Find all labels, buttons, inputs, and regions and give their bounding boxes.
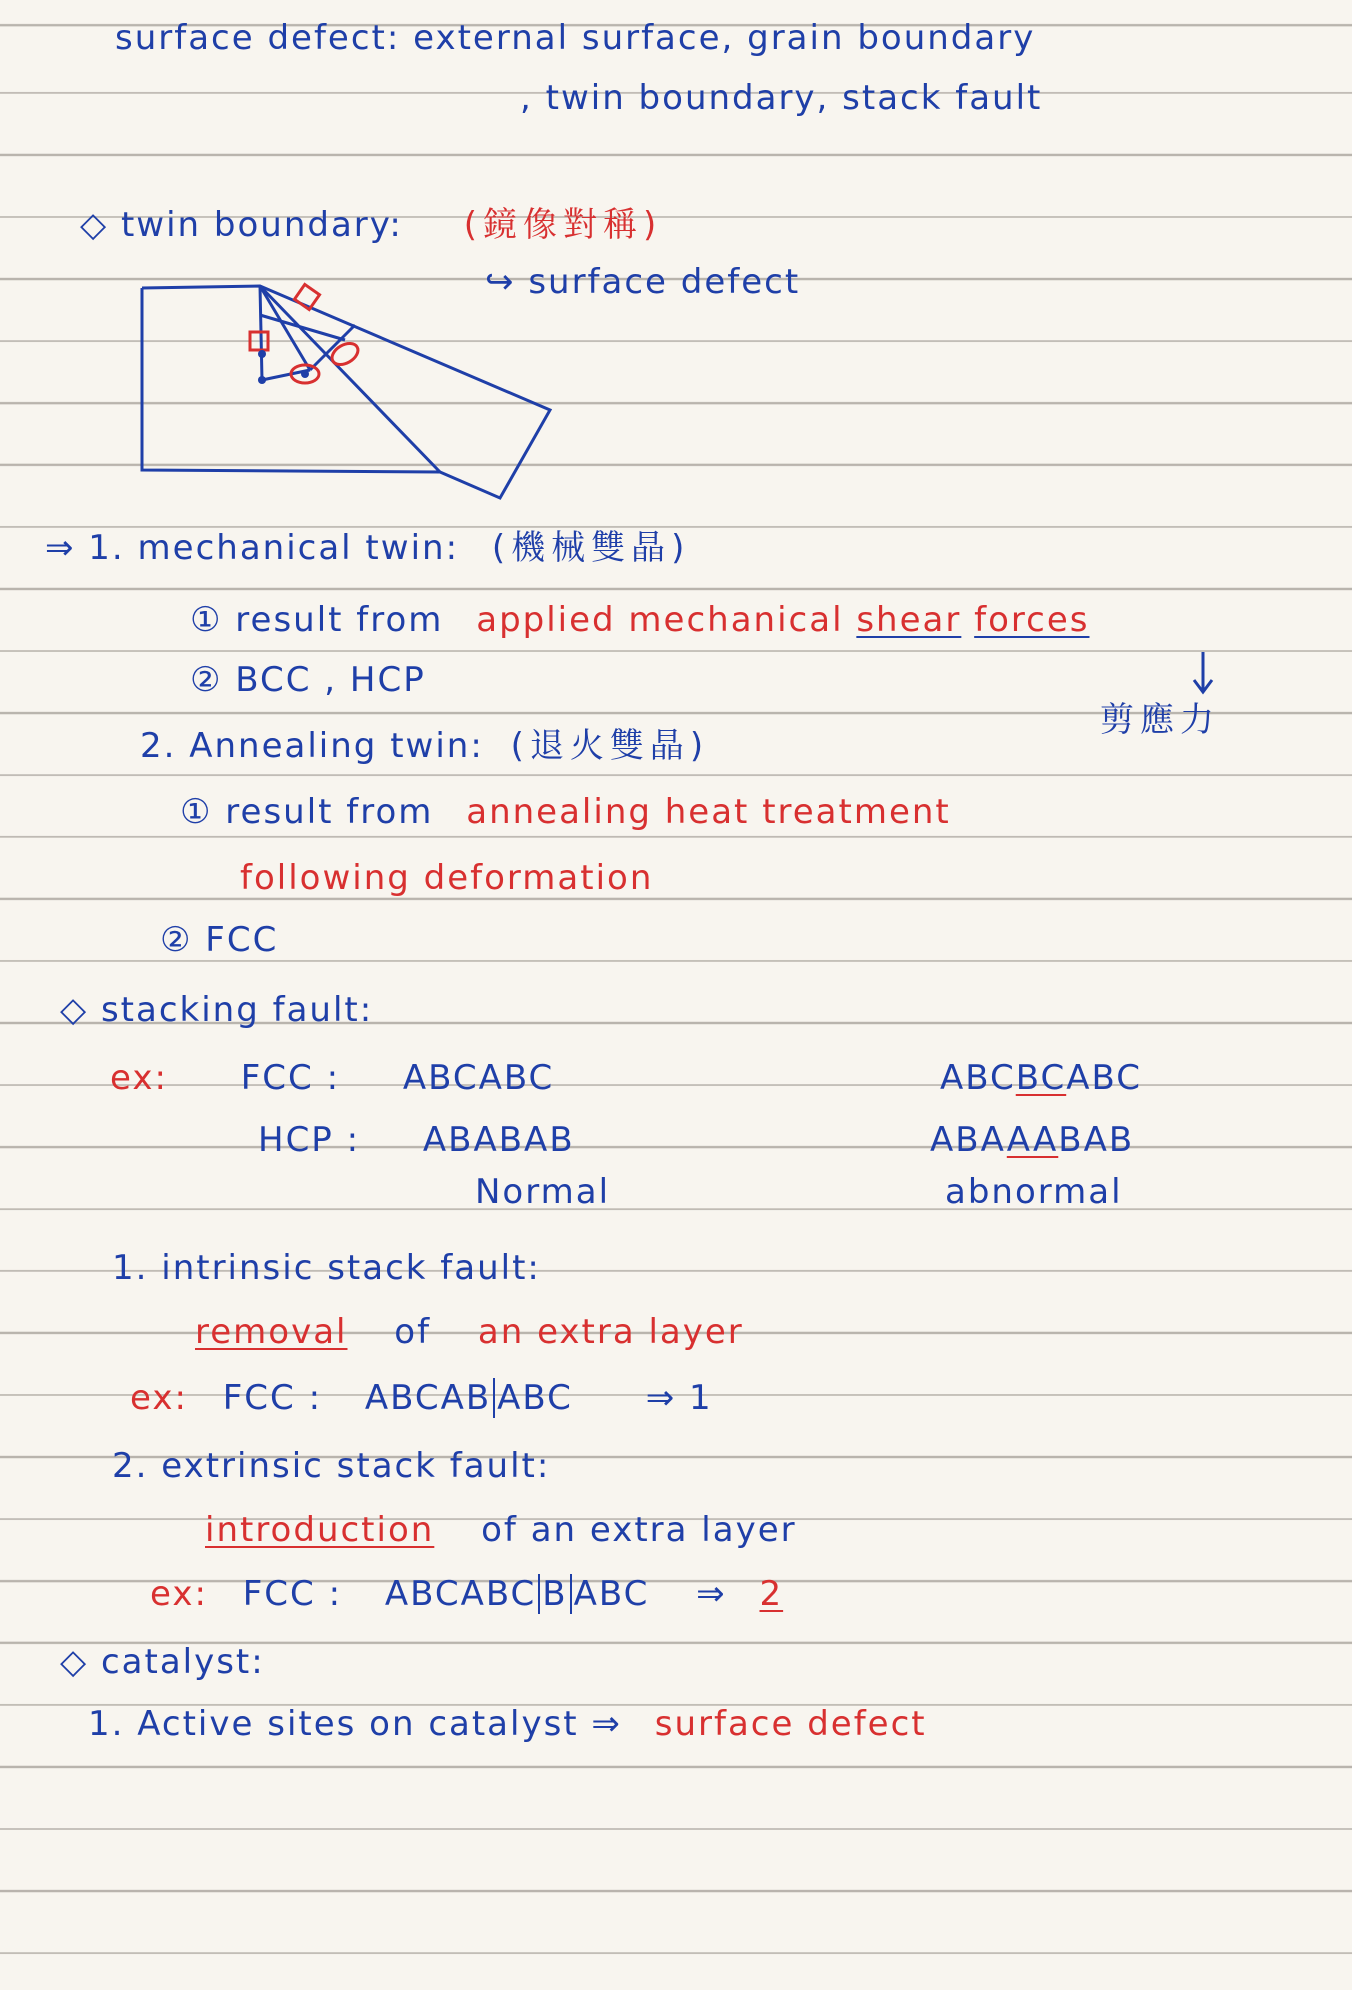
line-surface-defect bbox=[115, 18, 1035, 58]
extrinsic-seq-part-2: ABC bbox=[573, 1574, 650, 1614]
forces-word: forces bbox=[974, 600, 1090, 640]
stacking-fault-heading bbox=[60, 990, 373, 1030]
intrinsic-extra-layer: an extra layer bbox=[477, 1312, 744, 1352]
intrinsic-fcc-label: FCC : bbox=[222, 1378, 323, 1418]
twin-marker-square-2 bbox=[250, 332, 268, 350]
extrinsic-fault-heading bbox=[112, 1446, 550, 1486]
extrinsic-result: 2 bbox=[759, 1574, 784, 1614]
crystal-outline bbox=[142, 286, 550, 498]
annealing-twin-heading bbox=[140, 726, 709, 766]
fault-marker bbox=[493, 1378, 495, 1418]
twin-boundary-diagram bbox=[130, 270, 570, 500]
intrinsic-seq-part-2: ABC bbox=[497, 1378, 573, 1418]
twin-boundary-heading bbox=[80, 205, 662, 245]
annealing-twin-title: 2. Annealing twin: bbox=[140, 726, 484, 766]
catalyst-point-1 bbox=[88, 1704, 927, 1744]
fcc-label: FCC : bbox=[240, 1058, 341, 1098]
extrinsic-arrow: ⇒ bbox=[696, 1574, 727, 1614]
fcc-abnormal-part-1: ABC bbox=[940, 1058, 1016, 1098]
mechanical-twin-point-1 bbox=[190, 600, 1089, 640]
extrinsic-seq-part-1: ABCABC bbox=[384, 1574, 537, 1614]
intrinsic-seq-part-1: ABCAB bbox=[364, 1378, 492, 1418]
surface-defect-list-cont: , twin boundary, stack fault bbox=[520, 78, 1043, 118]
fcc-abnormal-sequence bbox=[940, 1058, 1142, 1098]
stacking-fault-title: ◇ stacking fault: bbox=[60, 990, 374, 1030]
mechanical-twin-title: ⇒ 1. mechanical twin: bbox=[45, 528, 460, 568]
extrinsic-example-row bbox=[150, 1574, 783, 1614]
intrinsic-fault-heading bbox=[112, 1248, 541, 1288]
lattice-point bbox=[258, 376, 266, 384]
example-label: ex: bbox=[110, 1058, 168, 1098]
removal-word: removal bbox=[195, 1312, 348, 1352]
fcc-normal-sequence: ABCABC bbox=[402, 1058, 555, 1098]
mechanical-twin-point-2 bbox=[190, 660, 426, 700]
twin-boundary-sub-text: surface defect bbox=[528, 262, 801, 302]
hcp-abnormal-sequence bbox=[930, 1120, 1134, 1160]
intrinsic-fault-definition bbox=[195, 1312, 744, 1352]
shear-word: shear bbox=[856, 600, 962, 640]
fault-marker bbox=[570, 1574, 572, 1614]
annealing-twin-cause: annealing heat treatment bbox=[466, 792, 951, 832]
line-surface-defect-cont bbox=[520, 78, 1042, 118]
annealing-twin-point-1 bbox=[180, 792, 951, 832]
fcc-abnormal-fault: BC bbox=[1015, 1058, 1067, 1098]
shear-stress-cn bbox=[1100, 700, 1220, 740]
shear-stress-cn-text: 剪應力 bbox=[1100, 700, 1220, 740]
fcc-abnormal-part-2: ABC bbox=[1066, 1058, 1142, 1098]
extrinsic-example-label: ex: bbox=[150, 1574, 208, 1614]
twin-boundary-title: ◇ twin boundary: bbox=[80, 205, 403, 245]
hcp-abnormal-part-1: ABA bbox=[930, 1120, 1007, 1160]
intrinsic-example-label: ex: bbox=[130, 1378, 188, 1418]
abnormal-caption bbox=[945, 1172, 1123, 1212]
lattice-line-2 bbox=[260, 315, 345, 340]
intrinsic-example-row bbox=[130, 1378, 713, 1418]
annealing-twin-point-2 bbox=[160, 920, 278, 960]
twin-marker-ellipse-2 bbox=[328, 339, 361, 369]
catalyst-point-1-text: 1. Active sites on catalyst ⇒ bbox=[88, 1704, 622, 1744]
normal-caption bbox=[475, 1172, 610, 1212]
down-arrow-icon bbox=[1188, 650, 1218, 696]
hcp-normal-sequence: ABABAB bbox=[422, 1120, 575, 1160]
twin-plane bbox=[260, 286, 440, 472]
intrinsic-fault-title: 1. intrinsic stack fault: bbox=[112, 1248, 541, 1288]
extrinsic-extra-layer: of an extra layer bbox=[481, 1510, 797, 1550]
catalyst-title: ◇ catalyst: bbox=[60, 1642, 265, 1682]
mechanical-twin-cause: applied mechanical bbox=[476, 600, 844, 640]
annealing-twin-cause-cont bbox=[240, 858, 653, 898]
annealing-twin-cn: (退火雙晶) bbox=[510, 726, 710, 766]
extrinsic-seq-inserted: B bbox=[542, 1574, 568, 1614]
lattice-point bbox=[258, 350, 266, 358]
lattice-point bbox=[301, 370, 309, 378]
hcp-abnormal-fault: AA bbox=[1006, 1120, 1059, 1160]
surface-defect-list: surface defect: external surface, grain boundary bbox=[115, 18, 1036, 58]
mechanical-twin-cn: (機械雙晶) bbox=[491, 528, 691, 568]
hcp-stacking-row bbox=[258, 1120, 575, 1160]
hcp-label: HCP : bbox=[258, 1120, 361, 1160]
intrinsic-result: ⇒ 1 bbox=[645, 1378, 713, 1418]
twin-boundary-cn: (鏡像對稱) bbox=[463, 205, 663, 245]
hook-arrow-icon: ↪ bbox=[485, 262, 516, 302]
normal-label: Normal bbox=[475, 1172, 611, 1212]
catalyst-heading bbox=[60, 1642, 265, 1682]
introduction-word: introduction bbox=[205, 1510, 435, 1550]
fcc-stacking-row bbox=[110, 1058, 554, 1098]
annealing-twin-structure: ② FCC bbox=[160, 920, 279, 960]
mechanical-twin-heading bbox=[45, 528, 690, 568]
extrinsic-fault-title: 2. extrinsic stack fault: bbox=[112, 1446, 551, 1486]
mechanical-twin-structures: ② BCC , HCP bbox=[190, 660, 426, 700]
extrinsic-fault-definition bbox=[205, 1510, 797, 1550]
hcp-abnormal-part-2: BAB bbox=[1058, 1120, 1135, 1160]
fault-marker bbox=[538, 1574, 540, 1614]
extrinsic-fcc-label: FCC : bbox=[242, 1574, 343, 1614]
annealing-twin-point-1-prefix: ① result from bbox=[180, 792, 434, 832]
abnormal-label: abnormal bbox=[945, 1172, 1123, 1212]
annealing-twin-cause-cont-text: following deformation bbox=[240, 858, 654, 898]
mechanical-twin-point-1-prefix: ① result from bbox=[190, 600, 444, 640]
of-word: of bbox=[394, 1312, 432, 1352]
catalyst-surface-defect: surface defect bbox=[654, 1704, 927, 1744]
